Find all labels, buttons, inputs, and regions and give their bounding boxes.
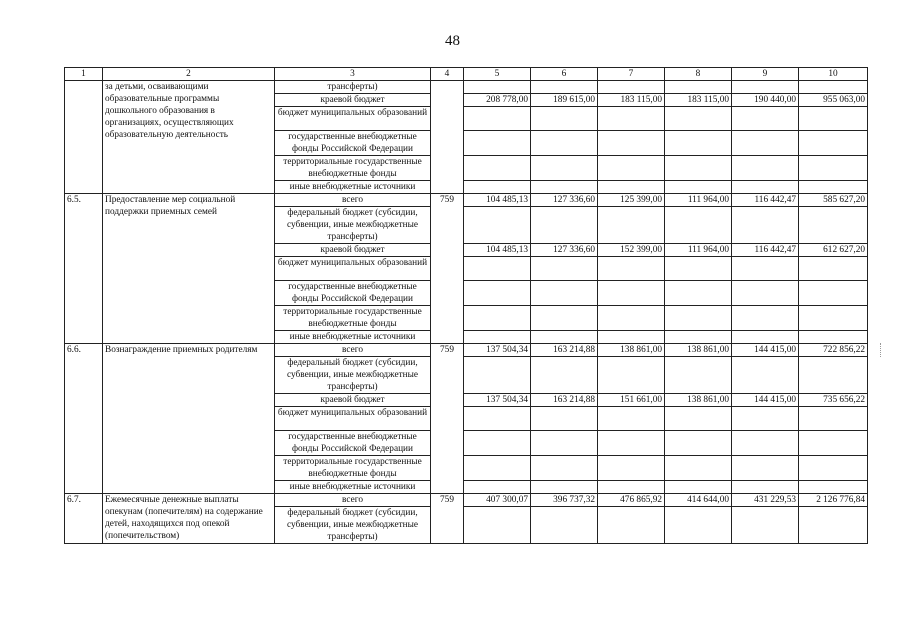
amount-cell <box>665 107 732 131</box>
table-row <box>65 81 868 94</box>
funding-source: иные внебюджетные источники <box>275 181 431 194</box>
table-row <box>65 194 868 207</box>
amount-cell <box>799 207 868 244</box>
amount-cell <box>598 456 665 481</box>
amount-cell: 396 737,32 <box>531 494 598 507</box>
amount-cell: 104 485,13 <box>464 244 531 257</box>
amount-cell: 116 442,47 <box>732 244 799 257</box>
amount-cell <box>665 481 732 494</box>
row-number: 6.6. <box>65 344 103 494</box>
amount-cell <box>799 181 868 194</box>
amount-cell <box>665 281 732 306</box>
amount-cell: 127 336,60 <box>531 194 598 207</box>
amount-cell <box>665 357 732 394</box>
amount-cell <box>799 131 868 156</box>
amount-cell <box>531 481 598 494</box>
amount-cell <box>732 306 799 331</box>
amount-cell: 111 964,00 <box>665 194 732 207</box>
amount-cell <box>531 281 598 306</box>
amount-cell <box>799 431 868 456</box>
amount-cell <box>598 331 665 344</box>
header-cell: 10 <box>799 68 868 81</box>
amount-cell <box>531 181 598 194</box>
amount-cell <box>598 181 665 194</box>
amount-cell <box>598 357 665 394</box>
amount-cell <box>531 257 598 281</box>
amount-cell: 585 627,20 <box>799 194 868 207</box>
amount-cell <box>598 431 665 456</box>
amount-cell <box>464 181 531 194</box>
amount-cell <box>531 456 598 481</box>
funding-source: территориальные государственные внебюджетные фонды <box>275 156 431 181</box>
header-cell: 3 <box>275 68 431 81</box>
amount-cell: 183 115,00 <box>598 94 665 107</box>
header-cell: 9 <box>732 68 799 81</box>
funding-source: краевой бюджет <box>275 94 431 107</box>
amount-cell <box>799 306 868 331</box>
amount-cell <box>464 131 531 156</box>
amount-cell: 125 399,00 <box>598 194 665 207</box>
header-cell: 1 <box>65 68 103 81</box>
amount-cell <box>464 507 531 544</box>
amount-cell <box>464 207 531 244</box>
amount-cell <box>799 156 868 181</box>
funding-source: краевой бюджет <box>275 394 431 407</box>
amount-cell: 414 644,00 <box>665 494 732 507</box>
amount-cell <box>531 81 598 94</box>
budget-table <box>64 67 868 544</box>
table-row <box>65 344 868 357</box>
funding-source: краевой бюджет <box>275 244 431 257</box>
funding-source: федеральный бюджет (субсидии, субвенции, иные межбюджетные трансферты) <box>275 357 431 394</box>
amount-cell: 612 627,20 <box>799 244 868 257</box>
amount-cell: 735 656,22 <box>799 394 868 407</box>
row-number: 6.5. <box>65 194 103 344</box>
amount-cell <box>732 357 799 394</box>
amount-cell: 189 615,00 <box>531 94 598 107</box>
amount-cell <box>531 357 598 394</box>
amount-cell <box>799 507 868 544</box>
amount-cell: 190 440,00 <box>732 94 799 107</box>
row-number: 6.7. <box>65 494 103 544</box>
amount-cell <box>732 131 799 156</box>
amount-cell <box>598 306 665 331</box>
funding-source: всего <box>275 194 431 207</box>
amount-cell: 144 415,00 <box>732 344 799 357</box>
amount-cell <box>732 407 799 431</box>
amount-cell <box>732 181 799 194</box>
amount-cell: 476 865,92 <box>598 494 665 507</box>
amount-cell <box>598 107 665 131</box>
row-number <box>65 81 103 194</box>
measure-description: за детьми, осваивающими образовательные программы дошкольного образования в организациях, осуществляющих образовательную деятельность <box>103 81 275 194</box>
amount-cell: 104 485,13 <box>464 194 531 207</box>
amount-cell: 116 442,47 <box>732 194 799 207</box>
amount-cell <box>464 431 531 456</box>
page-number: 48 <box>445 33 460 49</box>
amount-cell: 722 856,22 <box>799 344 868 357</box>
funding-source: территориальные государственные внебюджетные фонды <box>275 306 431 331</box>
header-cell: 4 <box>431 68 464 81</box>
header-cell: 5 <box>464 68 531 81</box>
amount-cell <box>531 407 598 431</box>
header-cell: 8 <box>665 68 732 81</box>
amount-cell <box>464 407 531 431</box>
amount-cell: 431 229,53 <box>732 494 799 507</box>
amount-cell <box>531 107 598 131</box>
amount-cell <box>464 281 531 306</box>
amount-cell: 138 861,00 <box>665 344 732 357</box>
budget-code: 759 <box>431 194 464 344</box>
budget-code: 759 <box>431 344 464 494</box>
amount-cell: 208 778,00 <box>464 94 531 107</box>
amount-cell: 144 415,00 <box>732 394 799 407</box>
amount-cell <box>799 281 868 306</box>
amount-cell <box>531 207 598 244</box>
funding-source: государственные внебюджетные фонды Российской Федерации <box>275 431 431 456</box>
scan-mark <box>880 343 883 357</box>
amount-cell <box>464 257 531 281</box>
amount-cell: 138 861,00 <box>598 344 665 357</box>
amount-cell <box>799 331 868 344</box>
funding-source: бюджет муниципальных образований <box>275 407 431 431</box>
amount-cell <box>732 257 799 281</box>
amount-cell: 183 115,00 <box>665 94 732 107</box>
amount-cell <box>732 507 799 544</box>
amount-cell <box>665 331 732 344</box>
funding-source: территориальные государственные внебюджетные фонды <box>275 456 431 481</box>
amount-cell: 955 063,00 <box>799 94 868 107</box>
amount-cell <box>665 407 732 431</box>
amount-cell: 163 214,88 <box>531 344 598 357</box>
amount-cell <box>799 81 868 94</box>
amount-cell <box>732 431 799 456</box>
funding-source: всего <box>275 344 431 357</box>
amount-cell <box>732 331 799 344</box>
amount-cell <box>799 407 868 431</box>
measure-description: Ежемесячные денежные выплаты опекунам (попечителям) на содержание детей, находящихся под опекой (попечительством) <box>103 494 275 544</box>
amount-cell <box>665 181 732 194</box>
funding-source: бюджет муниципальных образований <box>275 257 431 281</box>
budget-code: 759 <box>431 494 464 544</box>
measure-description: Вознаграждение приемных родителям <box>103 344 275 494</box>
amount-cell: 163 214,88 <box>531 394 598 407</box>
table-row <box>65 494 868 507</box>
amount-cell: 138 861,00 <box>665 394 732 407</box>
amount-cell <box>732 456 799 481</box>
amount-cell: 137 504,34 <box>464 394 531 407</box>
amount-cell <box>598 507 665 544</box>
amount-cell: 111 964,00 <box>665 244 732 257</box>
amount-cell <box>732 281 799 306</box>
header-cell: 7 <box>598 68 665 81</box>
amount-cell <box>464 357 531 394</box>
funding-source: трансферты) <box>275 81 431 94</box>
amount-cell <box>464 156 531 181</box>
amount-cell <box>665 156 732 181</box>
header-cell: 6 <box>531 68 598 81</box>
amount-cell <box>598 257 665 281</box>
funding-source: всего <box>275 494 431 507</box>
amount-cell <box>598 481 665 494</box>
funding-source: бюджет муниципальных образований <box>275 107 431 131</box>
amount-cell <box>799 357 868 394</box>
amount-cell <box>732 156 799 181</box>
amount-cell <box>464 331 531 344</box>
amount-cell <box>531 156 598 181</box>
amount-cell <box>464 481 531 494</box>
amount-cell: 151 661,00 <box>598 394 665 407</box>
budget-code <box>431 81 464 194</box>
amount-cell <box>531 507 598 544</box>
amount-cell <box>598 281 665 306</box>
amount-cell: 2 126 776,84 <box>799 494 868 507</box>
funding-source: государственные внебюджетные фонды Российской Федерации <box>275 281 431 306</box>
amount-cell <box>531 131 598 156</box>
funding-source: государственные внебюджетные фонды Российской Федерации <box>275 131 431 156</box>
header-row <box>65 68 868 81</box>
amount-cell <box>732 81 799 94</box>
amount-cell: 152 399,00 <box>598 244 665 257</box>
amount-cell <box>665 131 732 156</box>
amount-cell <box>665 456 732 481</box>
amount-cell <box>598 131 665 156</box>
amount-cell <box>732 481 799 494</box>
amount-cell <box>799 107 868 131</box>
funding-source: федеральный бюджет (субсидии, субвенции, иные межбюджетные трансферты) <box>275 207 431 244</box>
amount-cell <box>598 81 665 94</box>
amount-cell <box>464 306 531 331</box>
amount-cell <box>464 456 531 481</box>
amount-cell <box>598 207 665 244</box>
amount-cell <box>464 107 531 131</box>
funding-source: федеральный бюджет (субсидии, субвенции, иные межбюджетные трансферты) <box>275 507 431 544</box>
amount-cell: 127 336,60 <box>531 244 598 257</box>
measure-description: Предоставление мер социальной поддержки приемных семей <box>103 194 275 344</box>
amount-cell <box>732 107 799 131</box>
funding-source: иные внебюджетные источники <box>275 481 431 494</box>
amount-cell <box>665 207 732 244</box>
amount-cell <box>799 456 868 481</box>
amount-cell <box>598 156 665 181</box>
amount-cell <box>531 431 598 456</box>
amount-cell <box>531 331 598 344</box>
amount-cell: 407 300,07 <box>464 494 531 507</box>
amount-cell: 137 504,34 <box>464 344 531 357</box>
amount-cell <box>665 431 732 456</box>
amount-cell <box>665 81 732 94</box>
funding-source: иные внебюджетные источники <box>275 331 431 344</box>
amount-cell <box>598 407 665 431</box>
amount-cell <box>531 306 598 331</box>
header-cell: 2 <box>103 68 275 81</box>
amount-cell <box>799 481 868 494</box>
amount-cell <box>732 207 799 244</box>
amount-cell <box>464 81 531 94</box>
amount-cell <box>665 306 732 331</box>
amount-cell <box>665 507 732 544</box>
amount-cell <box>799 257 868 281</box>
amount-cell <box>665 257 732 281</box>
